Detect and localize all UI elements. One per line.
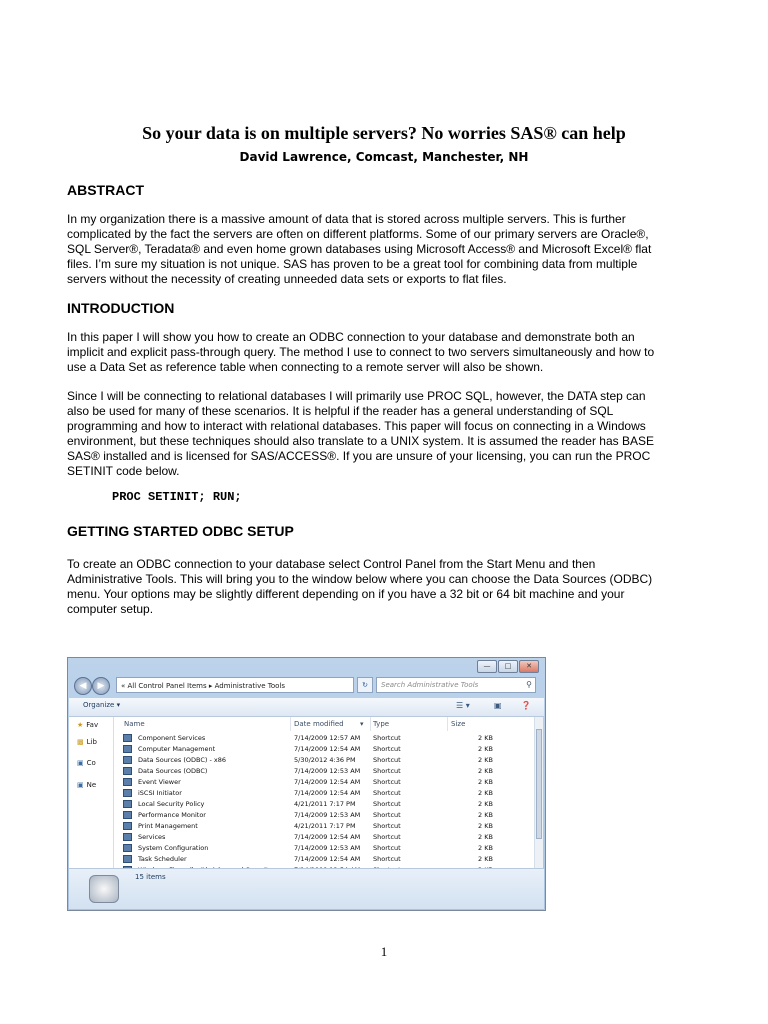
column-divider <box>447 717 448 731</box>
table-row[interactable]: Performance Monitor 7/14/2009 12:53 AM Shortcut 2 KB <box>114 810 534 821</box>
table-row[interactable]: System Configuration 7/14/2009 12:53 AM Shortcut 2 KB <box>114 843 534 854</box>
text-line: servers without the necessity of creating unneeded data sets or exports to flat files. <box>67 272 507 286</box>
text-line: SETINIT code below. <box>67 464 180 478</box>
text-line: programming and how to interact with relational databases. This paper will focus on connecting in a Windows <box>67 419 646 433</box>
table-row[interactable]: Services 7/14/2009 12:54 AM Shortcut 2 KB <box>114 832 534 843</box>
column-header-name[interactable]: Name <box>124 720 145 728</box>
search-input[interactable] <box>376 677 536 693</box>
column-header-date[interactable]: Date modified <box>294 720 344 728</box>
text-line: environment, but these techniques should also translate to a UNIX system. It is assumed the reader has BASE <box>67 434 654 448</box>
column-divider <box>370 717 371 731</box>
close-icon[interactable]: ✕ <box>519 660 539 673</box>
shortcut-icon <box>123 756 132 764</box>
column-header-type[interactable]: Type <box>373 720 390 728</box>
computer-icon: ▣ <box>77 759 84 767</box>
table-row[interactable]: Task Scheduler 7/14/2009 12:54 AM Shortcut 2 KB <box>114 854 534 865</box>
sort-chevron-icon: ▾ <box>360 720 364 728</box>
text-line: use a Data Set as reference table when connecting to a remote server will also be shown. <box>67 360 544 374</box>
shortcut-icon <box>123 778 132 786</box>
paper-title: So your data is on multiple servers? No worries SAS® can help <box>142 123 626 143</box>
setup-heading: GETTING STARTED ODBC SETUP <box>67 523 294 539</box>
text-line: also be used for many of these scenarios. It is helpful if the reader has a general understanding of SQL <box>67 404 614 418</box>
column-divider <box>290 717 291 731</box>
page-number: 1 <box>380 944 388 959</box>
nav-favorites[interactable]: ★ Fav <box>77 721 99 729</box>
nav-network[interactable]: ▣ Ne <box>77 781 97 789</box>
help-icon[interactable]: ❓ <box>521 701 531 710</box>
navigation-pane <box>69 717 114 870</box>
column-header-size[interactable]: Size <box>451 720 466 728</box>
details-pane <box>69 868 544 909</box>
text-line: To create an ODBC connection to your database select Control Panel from the Start Menu and then <box>67 557 596 571</box>
preview-pane-icon[interactable]: ▣ <box>494 701 502 710</box>
refresh-icon[interactable]: ↻ <box>357 677 373 693</box>
explorer-window-screenshot <box>67 657 546 911</box>
forward-icon[interactable]: ▶ <box>92 677 110 695</box>
network-icon: ▣ <box>77 781 84 789</box>
text-line: SQL Server®, Teradata® and even home grown databases using Microsoft Access® and Microsoft Excel® flat <box>67 242 652 256</box>
table-row[interactable]: Data Sources (ODBC) 7/14/2009 12:53 AM Shortcut 2 KB <box>114 766 534 777</box>
minimize-icon[interactable]: — <box>477 660 497 673</box>
scrollbar-thumb[interactable] <box>536 729 542 839</box>
shortcut-icon <box>123 822 132 830</box>
text-line: menu. Your options may be slightly different depending on if you have a 32 bit or 64 bit machine and your <box>67 587 625 601</box>
library-icon: ▩ <box>77 738 84 746</box>
table-row[interactable]: Component Services 7/14/2009 12:57 AM Shortcut 2 KB <box>114 733 534 744</box>
search-icon[interactable]: ⚲ <box>526 680 532 689</box>
back-icon[interactable]: ◀ <box>74 677 92 695</box>
intro-paragraph-2 <box>67 389 707 479</box>
star-icon: ★ <box>77 721 84 729</box>
author-line: David Lawrence, Comcast, Manchester, NH <box>239 150 529 164</box>
window-controls <box>477 660 539 673</box>
view-options-icon[interactable]: ☰ ▾ <box>456 701 470 710</box>
intro-paragraph-1 <box>67 330 707 375</box>
text-line: computer setup. <box>67 602 154 616</box>
abstract-heading: ABSTRACT <box>67 182 144 198</box>
text-line: implicit and explicit pass-through query. The method I use to connect to two servers simultaneously and how to <box>67 345 655 359</box>
text-line: In this paper I will show you how to create an ODBC connection to your database and demonstrate both an <box>67 330 635 344</box>
shortcut-icon <box>123 855 132 863</box>
administrative-tools-icon <box>89 875 119 903</box>
shortcut-icon <box>123 745 132 753</box>
text-line: Since I will be connecting to relational databases I will primarily use PROC SQL, however, the DATA step can <box>67 389 646 403</box>
text-line: files. I’m sure my situation is not unique. SAS has proven to be a great tool for combining data from multiple <box>67 257 638 271</box>
navigation-bar <box>74 676 539 696</box>
shortcut-icon <box>123 844 132 852</box>
table-row[interactable]: Print Management 4/21/2011 7:17 PM Shortcut 2 KB <box>114 821 534 832</box>
file-list <box>114 717 534 870</box>
table-row[interactable]: iSCSI Initiator 7/14/2009 12:54 AM Shortcut 2 KB <box>114 788 534 799</box>
code-snippet: PROC SETINIT; RUN; <box>112 490 242 504</box>
table-row[interactable]: Event Viewer 7/14/2009 12:54 AM Shortcut 2 KB <box>114 777 534 788</box>
nav-libraries[interactable]: ▩ Lib <box>77 738 97 746</box>
text-line: Administrative Tools. This will bring you to the window below where you can choose the Data Sources (ODBC) <box>67 572 653 586</box>
abstract-paragraph <box>67 212 707 287</box>
shortcut-icon <box>123 789 132 797</box>
shortcut-icon <box>123 767 132 775</box>
shortcut-icon <box>123 833 132 841</box>
toolbar <box>69 698 544 717</box>
shortcut-icon <box>123 811 132 819</box>
address-bar[interactable]: « All Control Panel Items ▸ Administrative Tools <box>116 677 354 693</box>
maximize-icon[interactable]: □ <box>498 660 518 673</box>
table-row[interactable]: Local Security Policy 4/21/2011 7:17 PM Shortcut 2 KB <box>114 799 534 810</box>
organize-button[interactable]: Organize ▾ <box>83 701 121 709</box>
search-placeholder: Search Administrative Tools <box>381 681 479 689</box>
shortcut-icon <box>123 800 132 808</box>
text-line: SAS® installed and is licensed for SAS/ACCESS®. If you are unsure of your licensing, you can run the PROC <box>67 449 651 463</box>
item-count: 15 items <box>135 873 166 881</box>
nav-computer[interactable]: ▣ Co <box>77 759 96 767</box>
text-line: complicated by the fact the servers are often on different platforms. Some of our primary servers are Oracle®, <box>67 227 649 241</box>
shortcut-icon <box>123 734 132 742</box>
table-row[interactable]: Data Sources (ODBC) - x86 5/30/2012 4:36 PM Shortcut 2 KB <box>114 755 534 766</box>
setup-paragraph <box>67 557 707 617</box>
vertical-scrollbar[interactable] <box>534 717 543 870</box>
introduction-heading: INTRODUCTION <box>67 300 175 316</box>
text-line: In my organization there is a massive amount of data that is stored across multiple servers. This is further <box>67 212 626 226</box>
table-row[interactable]: Computer Management 7/14/2009 12:54 AM Shortcut 2 KB <box>114 744 534 755</box>
